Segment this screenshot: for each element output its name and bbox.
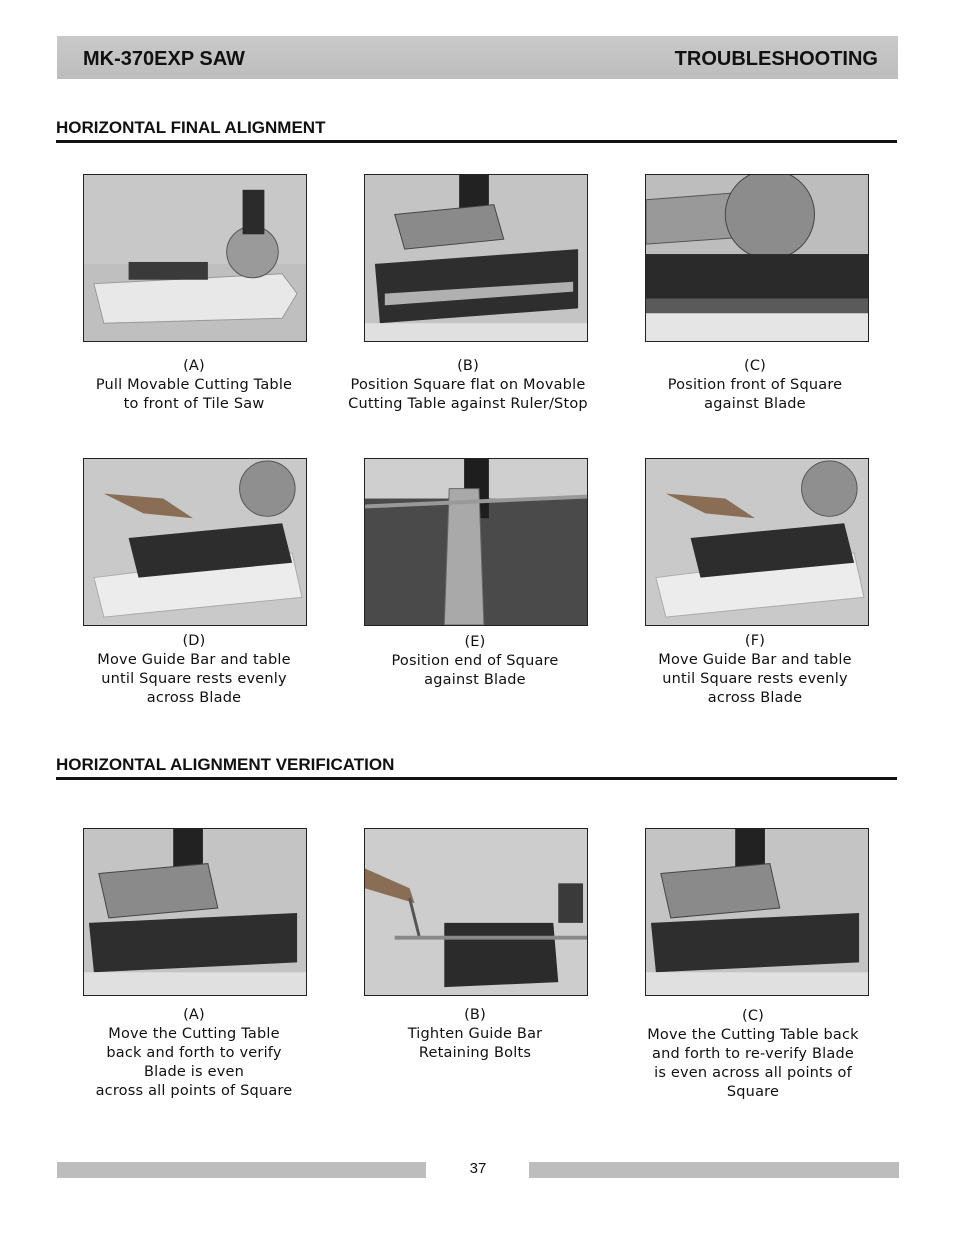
caption-final-e: (E) Position end of Square against Blade — [391, 634, 559, 688]
photo-final-c — [645, 174, 869, 342]
photo-final-d — [83, 458, 307, 626]
caption-final-a: (A) Pull Movable Cutting Table to front of Tile Saw — [95, 358, 293, 412]
caption-final-b: (B) Position Square flat on Movable Cutting Table against Ruler/Stop — [348, 358, 588, 412]
photo-verify-b — [364, 828, 588, 996]
caption-verify-c: (C) Move the Cutting Table back and forth to re-verify Blade is even across all points of Square — [647, 1008, 859, 1100]
photo-verify-c — [645, 828, 869, 996]
model-title: MK-370EXP SAW — [83, 48, 245, 70]
photo-final-e — [364, 458, 588, 626]
caption-final-c: (C) Position front of Square against Blade — [667, 358, 843, 412]
caption-final-f: (F) Move Guide Bar and table until Square rests evenly across Blade — [658, 633, 852, 706]
caption-verify-b: (B) Tighten Guide Bar Retaining Bolts — [407, 1007, 543, 1061]
photo-verify-a — [83, 828, 307, 996]
photo-final-b — [364, 174, 588, 342]
photo-final-a — [83, 174, 307, 342]
section-title-verification: HORIZONTAL ALIGNMENT VERIFICATION — [56, 755, 897, 780]
caption-final-d: (D) Move Guide Bar and table until Square rests evenly across Blade — [97, 633, 291, 706]
footer-bar-left — [57, 1162, 426, 1178]
photo-final-f — [645, 458, 869, 626]
section-title-header: TROUBLESHOOTING — [674, 48, 878, 70]
header-bar — [57, 36, 898, 79]
section-title-final-alignment: HORIZONTAL FINAL ALIGNMENT — [56, 118, 897, 143]
page-number: 37 — [469, 1160, 487, 1177]
footer-bar-right — [529, 1162, 899, 1178]
caption-verify-a: (A) Move the Cutting Table back and forth to verify Blade is even across all points of Square — [95, 1007, 293, 1099]
